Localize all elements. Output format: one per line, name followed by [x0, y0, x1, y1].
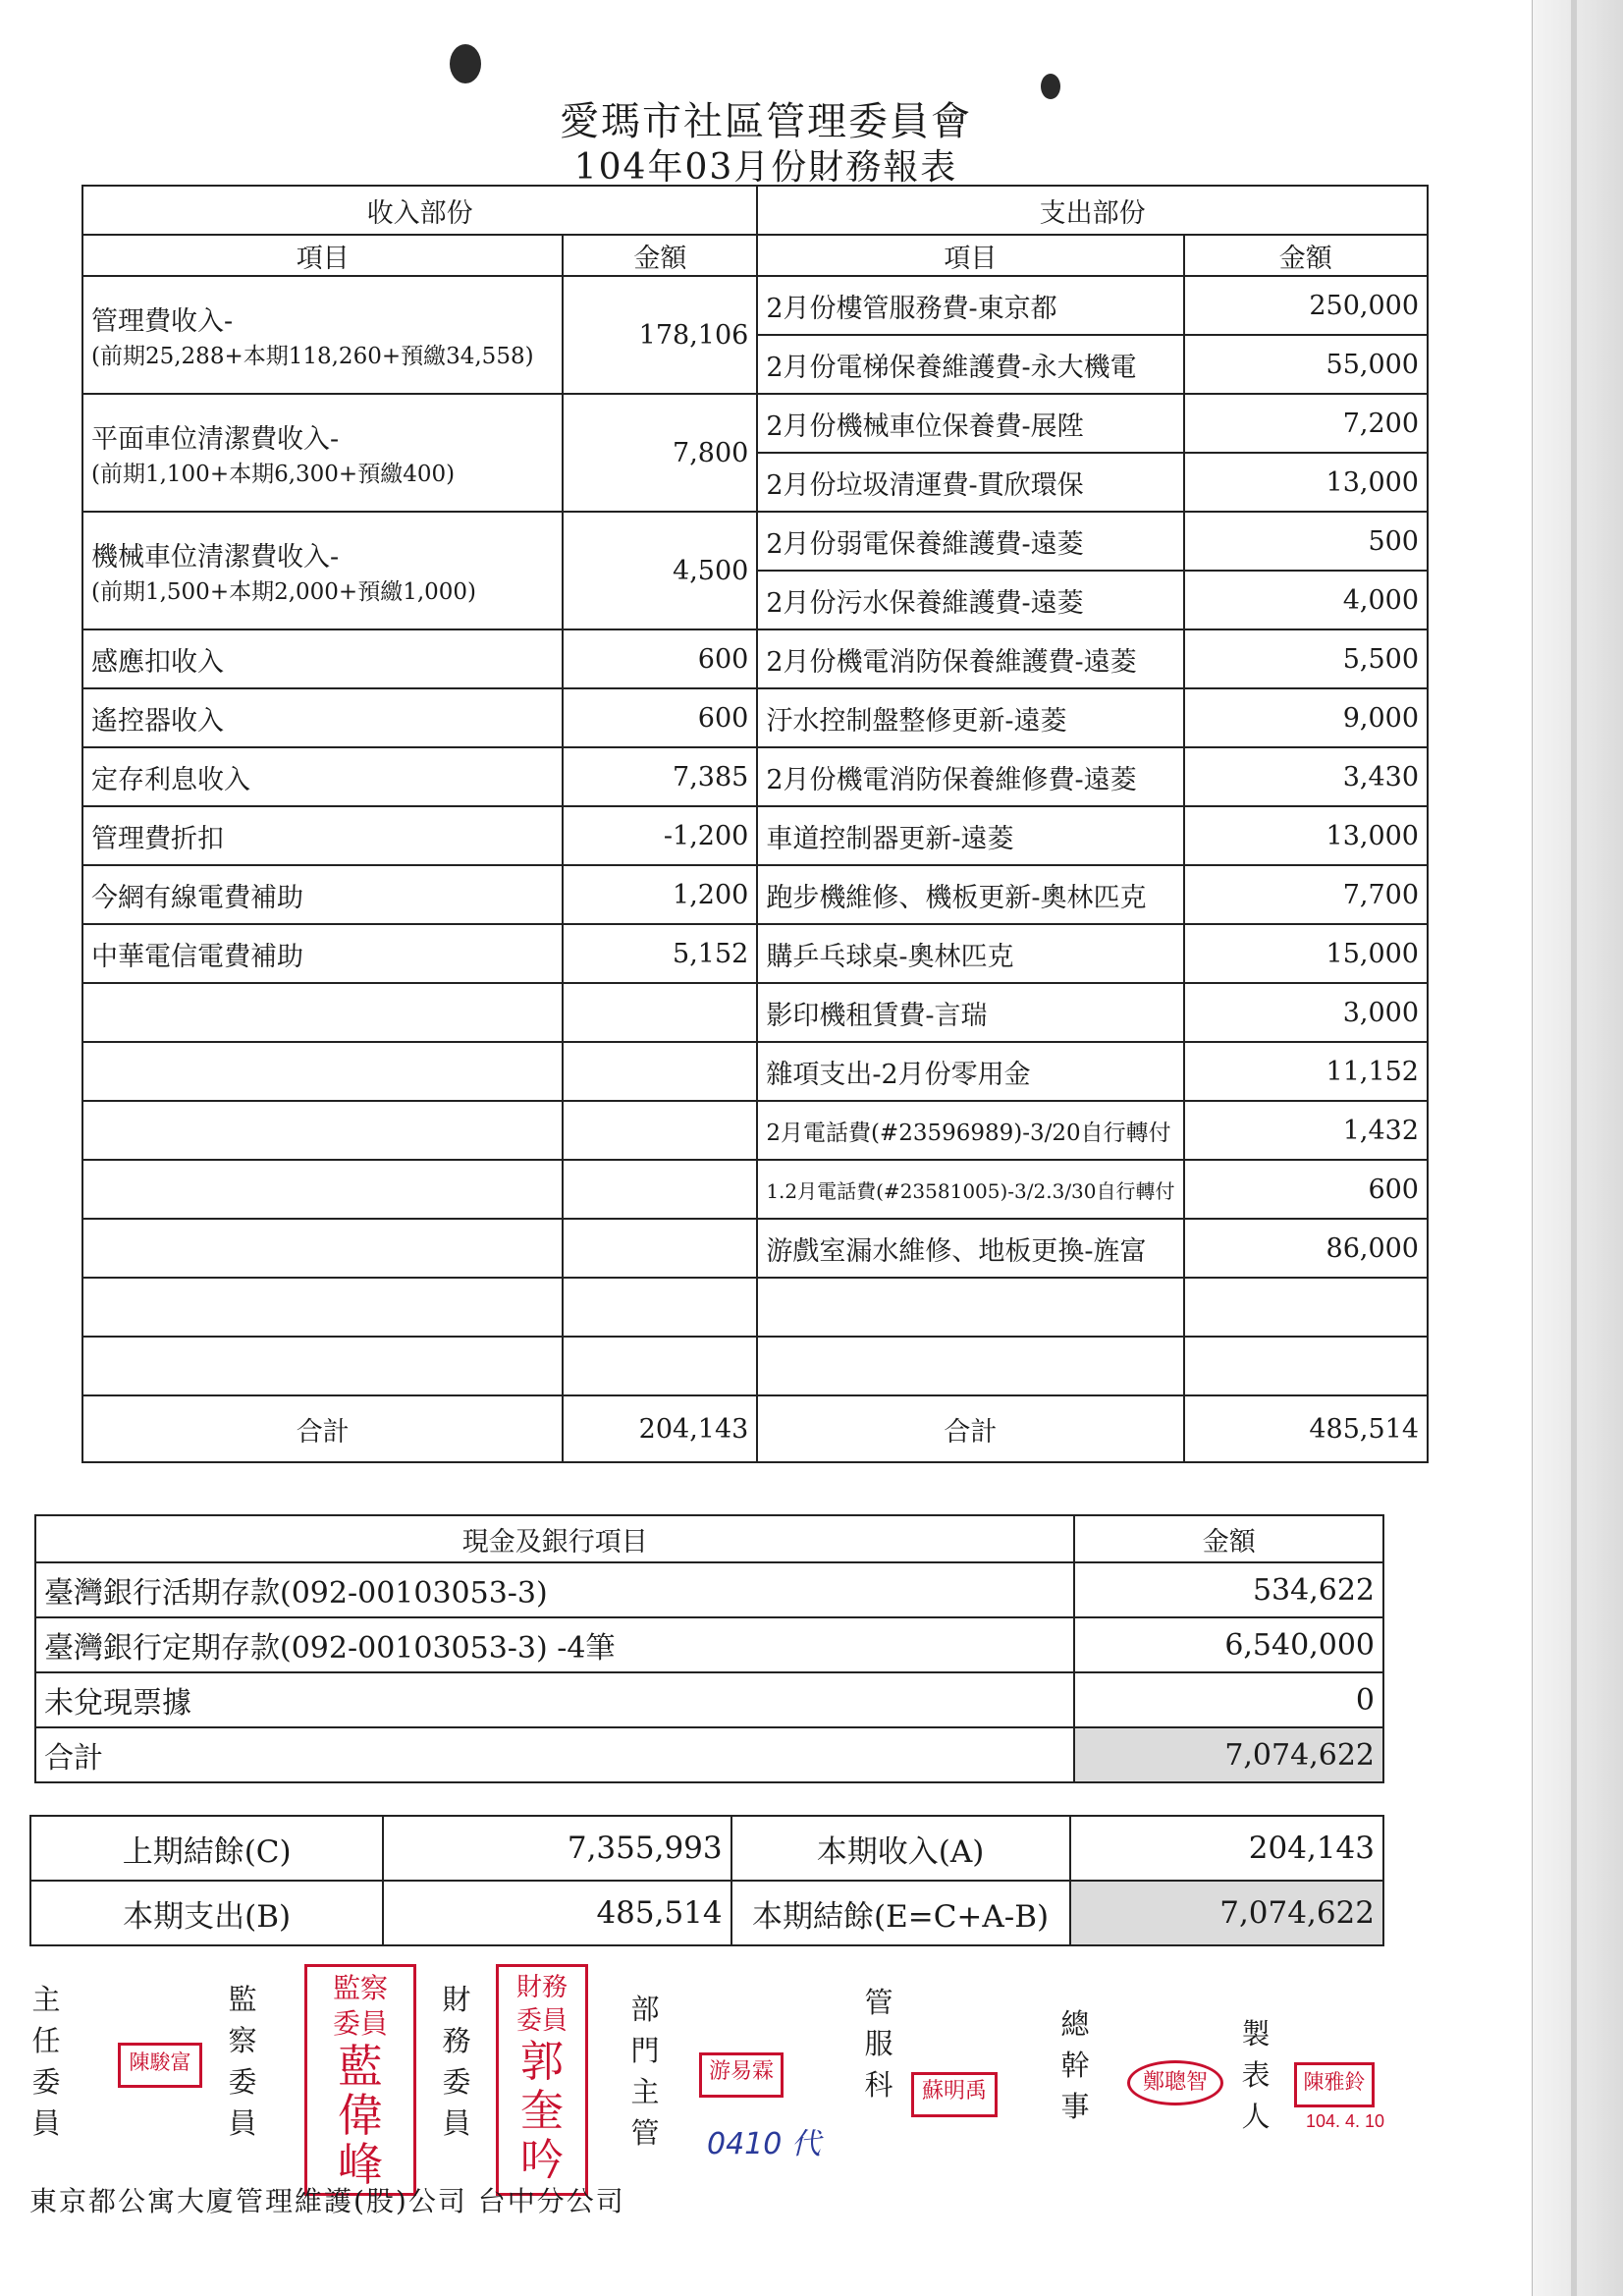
period-balance-label: 本期結餘(E=C+A-B) — [731, 1881, 1070, 1945]
expense-row-label: 2月電話費(#23596989)-3/20自行轉付 — [757, 1101, 1183, 1160]
signature-area — [29, 1974, 1453, 2200]
income-row-label: 感應扣收入 — [82, 629, 563, 688]
prev-balance-amount: 7,355,993 — [383, 1816, 730, 1881]
income-empty-cell — [82, 1042, 563, 1101]
expense-empty-cell — [1184, 1278, 1428, 1337]
expense-row-amount: 55,000 — [1184, 335, 1428, 394]
expense-row-label: 1.2月電話費(#23581005)-3/2.3/30自行轉付 — [757, 1160, 1183, 1219]
expense-total-label: 合計 — [757, 1395, 1183, 1462]
supervisor-seal-name: 藍偉峰 — [338, 2040, 383, 2191]
chair-label: 主任委員 — [31, 1983, 61, 2140]
expense-col-item: 項目 — [757, 235, 1183, 276]
handwritten-note: 0410 代 — [707, 2127, 821, 2161]
income-row-amount: -1,200 — [563, 806, 757, 865]
expense-row-label: 汙水控制盤整修更新-遠菱 — [757, 688, 1183, 747]
expense-empty-cell — [757, 1337, 1183, 1395]
expense-row-label: 2月份弱電保養維護費-遠菱 — [757, 512, 1183, 571]
expense-row-amount: 600 — [1184, 1160, 1428, 1219]
expense-row-amount: 1,432 — [1184, 1101, 1428, 1160]
income-row-amount: 7,800 — [563, 394, 757, 512]
cash-row-amount: 6,540,000 — [1074, 1617, 1383, 1672]
report-subtitle: 104年03月份財務報表 — [573, 147, 958, 188]
cash-total-label: 合計 — [35, 1727, 1074, 1782]
income-row-label: 管理費收入- — [91, 306, 234, 337]
chair-seal: 陳駿富 — [118, 2043, 202, 2088]
supervisor-seal — [304, 1964, 416, 2196]
dept-head-seal: 游易霖 — [699, 2052, 784, 2098]
income-empty-cell — [563, 1101, 757, 1160]
income-row-amount: 178,106 — [563, 276, 757, 394]
expense-row-label: 車道控制器更新-遠菱 — [757, 806, 1183, 865]
supervisor-label: 監察委員 — [228, 1983, 257, 2140]
expense-row-amount: 3,430 — [1184, 747, 1428, 806]
income-row-amount: 7,385 — [563, 747, 757, 806]
income-row-label: 平面車位清潔費收入- — [91, 424, 340, 455]
service-seal: 蘇明禹 — [911, 2072, 998, 2117]
cash-row-label: 臺灣銀行活期存款(092-00103053-3) — [35, 1562, 1074, 1617]
scan-page-edge-line — [1571, 0, 1577, 2296]
period-expense-amount: 485,514 — [383, 1881, 730, 1945]
expense-row-amount: 13,000 — [1184, 453, 1428, 512]
expense-row-amount: 13,000 — [1184, 806, 1428, 865]
income-row-detail: (前期1,100+本期6,300+預繳400) — [91, 462, 456, 487]
cash-section-header: 現金及銀行項目 — [35, 1515, 1074, 1562]
expense-row-label: 2月份機電消防保養維護費-遠菱 — [757, 629, 1183, 688]
cash-bank-table — [34, 1514, 1384, 1783]
income-empty-cell — [563, 1160, 757, 1219]
expense-row-label: 雜項支出-2月份零用金 — [757, 1042, 1183, 1101]
income-empty-cell — [563, 1219, 757, 1278]
income-empty-cell — [82, 983, 563, 1042]
report-title: 愛瑪市社區管理委員會 — [560, 99, 972, 144]
expense-row-label: 2月份機電消防保養維修費-遠菱 — [757, 747, 1183, 806]
service-label: 管服科 — [864, 1986, 893, 2102]
cash-row-amount: 0 — [1074, 1672, 1383, 1727]
income-empty-cell — [82, 1101, 563, 1160]
expense-section-header: 支出部份 — [757, 186, 1428, 235]
expense-row-amount: 15,000 — [1184, 924, 1428, 983]
period-balance-amount: 7,074,622 — [1070, 1881, 1383, 1945]
expense-empty-cell — [757, 1278, 1183, 1337]
cash-total-amount: 7,074,622 — [1074, 1727, 1383, 1782]
income-row-label: 機械車位清潔費收入- — [91, 542, 340, 573]
expense-row-amount: 7,200 — [1184, 394, 1428, 453]
prev-balance-label: 上期結餘(C) — [30, 1816, 383, 1881]
income-row-amount: 5,152 — [563, 924, 757, 983]
income-row-amount: 600 — [563, 688, 757, 747]
preparer-label: 製表人 — [1241, 2017, 1271, 2133]
finance-seal — [496, 1964, 588, 2196]
income-empty-cell — [563, 1337, 757, 1395]
preparer-seal: 陳雅鈴 — [1294, 2062, 1375, 2107]
income-empty-cell — [82, 1219, 563, 1278]
expense-row-label: 購乒乓球桌-奧林匹克 — [757, 924, 1183, 983]
scan-page-edge — [1532, 0, 1623, 2296]
cash-row-amount: 534,622 — [1074, 1562, 1383, 1617]
dept-head-label: 部門主管 — [630, 1993, 660, 2150]
income-empty-cell — [82, 1278, 563, 1337]
income-col-item: 項目 — [82, 235, 563, 276]
expense-row-amount: 7,700 — [1184, 865, 1428, 924]
income-row-amount: 4,500 — [563, 512, 757, 629]
expense-row-amount: 9,000 — [1184, 688, 1428, 747]
period-expense-label: 本期支出(B) — [30, 1881, 383, 1945]
cash-row-label: 未兌現票據 — [35, 1672, 1074, 1727]
expense-row-amount: 500 — [1184, 512, 1428, 571]
income-row-detail: (前期1,500+本期2,000+預繳1,000) — [91, 579, 477, 605]
income-row-amount: 600 — [563, 629, 757, 688]
punch-hole — [450, 44, 481, 83]
expense-row-label: 2月份污水保養維護費-遠菱 — [757, 571, 1183, 629]
expense-row-amount: 11,152 — [1184, 1042, 1428, 1101]
income-row-label: 中華電信電費補助 — [82, 924, 563, 983]
balance-summary-table — [29, 1815, 1384, 1946]
supervisor-seal-title: 監察委員 — [332, 1972, 388, 2040]
income-row — [82, 512, 563, 629]
income-empty-cell — [82, 1160, 563, 1219]
expense-row-amount: 5,500 — [1184, 629, 1428, 688]
income-empty-cell — [563, 983, 757, 1042]
income-row-detail: (前期25,288+本期118,260+預繳34,558) — [91, 344, 534, 369]
expense-row-label: 跑步機維修、機板更新-奧林匹克 — [757, 865, 1183, 924]
income-row-label: 管理費折扣 — [82, 806, 563, 865]
expense-row-label: 2月份機械車位保養費-展陞 — [757, 394, 1183, 453]
cash-col-amount: 金額 — [1074, 1515, 1383, 1562]
income-row-label: 遙控器收入 — [82, 688, 563, 747]
income-section-header: 收入部份 — [82, 186, 757, 235]
income-expense-table — [81, 185, 1429, 1463]
income-empty-cell — [82, 1337, 563, 1395]
cash-row-label: 臺灣銀行定期存款(092-00103053-3) -4筆 — [35, 1617, 1074, 1672]
gm-label: 總幹事 — [1060, 2007, 1090, 2123]
finance-seal-name: 郭奎吟 — [520, 2037, 564, 2185]
expense-row-amount: 250,000 — [1184, 276, 1428, 335]
income-row — [82, 276, 563, 394]
income-empty-cell — [563, 1042, 757, 1101]
finance-seal-title: 財務委員 — [515, 1973, 568, 2036]
expense-row-label: 2月份垃圾清運費-貫欣環保 — [757, 453, 1183, 512]
expense-row-amount: 3,000 — [1184, 983, 1428, 1042]
income-row — [82, 394, 563, 512]
income-row-label: 今網有線電費補助 — [82, 865, 563, 924]
expense-row-label: 2月份電梯保養維護費-永大機電 — [757, 335, 1183, 394]
income-total-amount: 204,143 — [563, 1395, 757, 1462]
finance-label: 財務委員 — [442, 1983, 471, 2140]
income-row-label: 定存利息收入 — [82, 747, 563, 806]
period-income-label: 本期收入(A) — [731, 1816, 1070, 1881]
expense-total-amount: 485,514 — [1184, 1395, 1428, 1462]
income-empty-cell — [563, 1278, 757, 1337]
gm-seal: 鄭聰智 — [1127, 2060, 1223, 2105]
expense-row-amount: 86,000 — [1184, 1219, 1428, 1278]
expense-row-amount: 4,000 — [1184, 571, 1428, 629]
income-col-amount: 金額 — [563, 235, 757, 276]
preparer-date: 104. 4. 10 — [1306, 2111, 1385, 2131]
expense-row-label: 影印機租賃費-言瑞 — [757, 983, 1183, 1042]
expense-empty-cell — [1184, 1337, 1428, 1395]
period-income-amount: 204,143 — [1070, 1816, 1383, 1881]
expense-col-amount: 金額 — [1184, 235, 1428, 276]
expense-row-label: 游戲室漏水維修、地板更換-旌富 — [757, 1219, 1183, 1278]
company-footer: 東京都公寓大廈管理維護(股)公司 台中分公司 — [29, 2185, 625, 2217]
expense-row-label: 2月份樓管服務費-東京都 — [757, 276, 1183, 335]
income-row-amount: 1,200 — [563, 865, 757, 924]
income-total-label: 合計 — [82, 1395, 563, 1462]
